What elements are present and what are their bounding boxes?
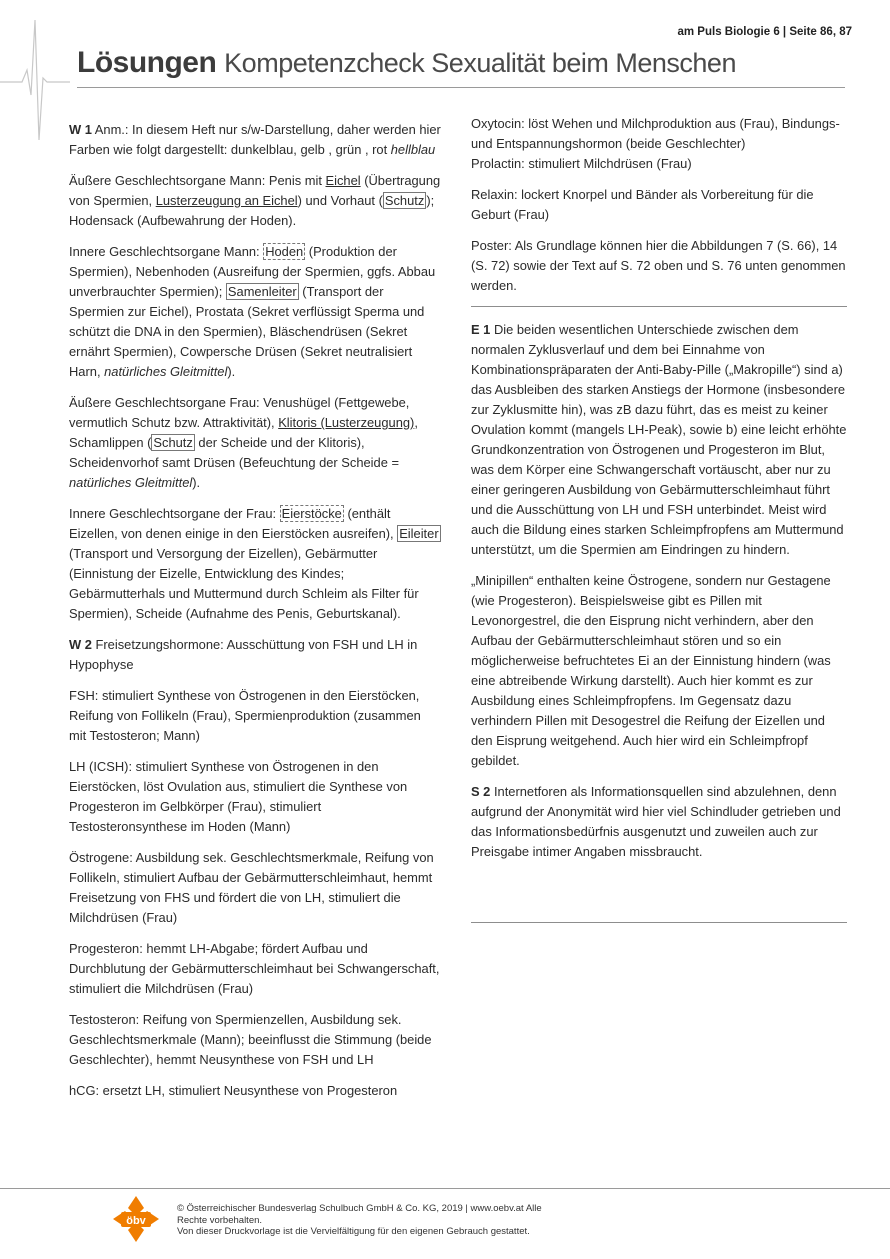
svg-text:öbv: öbv [126, 1215, 146, 1227]
w2-intro: W 2 Freisetzungshormone: Ausschüttung von FSH und LH in Hypophyse [69, 637, 418, 672]
task-label-w2: W 2 [69, 637, 92, 652]
title-divider [77, 87, 845, 88]
hcg-paragraph: hCG: ersetzt LH, stimuliert Neusynthese von Progesteron [69, 1083, 398, 1098]
innere-geschlechtsorgane-mann: Innere Geschlechtsorgane Mann: Hoden (Produktion der Spermien), Nebenhoden (Ausreifung der Spermien, ggfs. Abbau unverbrauchter Spermien); Samenleiter (Transport der Spermien zur Eichel), Prostata (Sekret verflüssigt Sperma und schützt die DNA in den Spermien), Bläschendrüsen (Sekret ernährt Spermien), Cowpersche Drüsen (Sekret neutralisiert Harn, natürliches Gleitmittel). [69, 244, 436, 379]
oestrogene-paragraph: Östrogene: Ausbildung sek. Geschlechtsmerkmale, Reifung von Follikeln, stimuliert Aufbau der Gebärmutterschleimhaut, hemmt Freisetzung von FHS und fördert die von LH, stimuliert die Milchdrüsen (Frau) [69, 850, 434, 925]
page-title [77, 44, 736, 82]
aeussere-geschlechtsorgane-mann: Äußere Geschlechtsorgane Mann: Penis mit Eichel (Übertragung von Spermien, Lusterzeugung an Eichel) und Vorhaut ( Schutz ); Hodensack (Aufbewahrung der Hoden). [69, 173, 441, 228]
fsh-paragraph: FSH: stimuliert Synthese von Östrogenen in den Eierstöcken, Reifung von Follikeln (Frau), Spermienproduktion (zusammen mit Testosteron; Mann) [69, 688, 421, 743]
title-bold: Lösungen [77, 46, 217, 79]
progesteron-paragraph: Progesteron: hemmt LH-Abgabe; fördert Aufbau und Durchblutung der Gebärmutterschleimhaut bei Schwangerschaft, stimuliert die Milchdrüsen (Frau) [69, 941, 440, 996]
lh-paragraph: LH (ICSH): stimuliert Synthese von Östrogenen in den Eierstöcken, löst Ovulation aus, stimuliert die Synthese von Progesteron im Gelbkörper (Frau), stimuliert Testosteronsynthese im Hoden (Mann) [69, 759, 408, 834]
relaxin-paragraph: Relaxin: lockert Knorpel und Bänder als Vorbereitung für die Geburt (Frau) [471, 187, 814, 222]
oxytocin-prolactin: Oxytocin: löst Wehen und Milchproduktion aus (Frau), Bindungs- und Entspannungshormon (beide Geschlechter) Prolactin: stimuliert Milchdrüsen (Frau) [471, 116, 840, 171]
minipillen-paragraph: „Minipillen“ enthalten keine Östrogene, sondern nur Gestagene (wie Progesteron). Beispielsweise gibt es Pillen mit Levonorgestrel, die den Eisprung nicht verhindern, aber den Aufbau der Gebärmutterschleimhaut stören und so ein möglicherweise befruchtetes Ei an der Einnistung hindern (was eine abtreibende Wirkung darstellt). Auch hier kommt es zur Ausbildung eines Schleimpfropfens. Im Gegensatz dazu verhindern Pillen mit Desogestrel die Reifung der Eizellen und den Eisprung weitgehend. Auch hier wird ein Schleimpfropf gebildet. [471, 573, 831, 768]
footer-copyright: © Österreichischer Bundesverlag Schulbuch GmbH & Co. KG, 2019 | www.oebv.at Alle Rechte vorbehalten. Von dieser Druckvorlage ist die Vervielfältigung für den eigenen Gebrauch gestattet. [177, 1203, 542, 1237]
s2-paragraph: S 2 Internetforen als Informationsquellen sind abzulehnen, denn aufgrund der Anonymität wird hier viel Schindluder getrieben und das Informationsbedürfnis ausgenutzt und zuweilen auch zur Preisgabe intimer Angaben missbraucht. [471, 784, 841, 859]
pulse-line-graphic [0, 0, 70, 160]
right-column-e1 [471, 320, 849, 873]
oebv-logo-icon [113, 1196, 159, 1242]
poster-paragraph: Poster: Als Grundlage können hier die Abbildungen 7 (S. 66), 14 (S. 72) sowie der Text auf S. 72 oben und S. 76 unten genommen werden. [471, 238, 846, 293]
title-rest: Kompetenzcheck Sexualität beim Menschen [224, 48, 736, 78]
task-label-e1: E 1 [471, 322, 491, 337]
task-label-s2: S 2 [471, 784, 491, 799]
section-divider-2 [471, 922, 847, 923]
innere-geschlechtsorgane-frau: Innere Geschlechtsorgane der Frau: Eierstöcke (enthält Eizellen, von denen einige in den Eierstöcken ausreifen), Eileiter (Transport und Versorgung der Eizellen), Gebärmutter (Einnistung der Eizelle, Entwicklung des Kindes; Gebärmutterhals und Muttermund durch Schleim als Filter für Spermien), Scheide (Aufnahme des Penis, Geburtskanal). [69, 506, 439, 621]
e1-paragraph: E 1 Die beiden wesentlichen Unterschiede zwischen dem normalen Zyklusverlauf und dem bei Einnahme von Kombinationspräparaten der Anti-Baby-Pille („Makropille“) sind a) das Ausbleiben des starken Anstiegs der Hormone (insbesondere zur Zyklusmitte hin), was zB dazu führt, das es meist zu keiner Ovulation kommt (mangels LH-Peak), sowie b) eine leicht erhöhte Grundkonzentration von Östrogenen und Progesteron im Blut, was dem Körper eine Schwangerschaft vortäuscht, aber nur zu einer geringeren Ausbildung von Gebärmutterschleimhaut führt und die Ausschüttung von LH und FSH unterbindet. Meist wird auch die Bildung eines starken Schleimpfropfens am Muttermund unterstützt, um die Spermien am Eindringen zu hindern. [471, 322, 847, 557]
aeussere-geschlechtsorgane-frau: Äußere Geschlechtsorgane Frau: Venushügel (Fettgewebe, vermutlich Schutz bzw. Attraktivität), Klitoris (Lusterzeugung), Schamlippen ( Schutz der Scheide und der Klitoris), Scheidenvorhof samt Drüsen (Befeuchtung der Scheide = natürliches Gleitmittel). [69, 395, 418, 490]
task-label-w1: W 1 [69, 122, 92, 137]
footer-divider [0, 1188, 890, 1189]
page-reference: am Puls Biologie 6 | Seite 86, 87 [677, 26, 852, 38]
testosteron-paragraph: Testosteron: Reifung von Spermienzellen, Ausbildung sek. Geschlechtsmerkmale (Mann); beeinflusst die Stimmung (beide Geschlechter), hemmt Neusynthese von FSH und LH [69, 1012, 432, 1067]
section-divider-1 [471, 306, 847, 307]
left-column [69, 120, 441, 1112]
w1-intro: W 1 Anm.: In diesem Heft nur s/w-Darstellung, daher werden hier Farben wie folgt dargestellt: dunkelblau, gelb , grün , rot hellblau [69, 122, 441, 157]
right-column [471, 114, 849, 307]
